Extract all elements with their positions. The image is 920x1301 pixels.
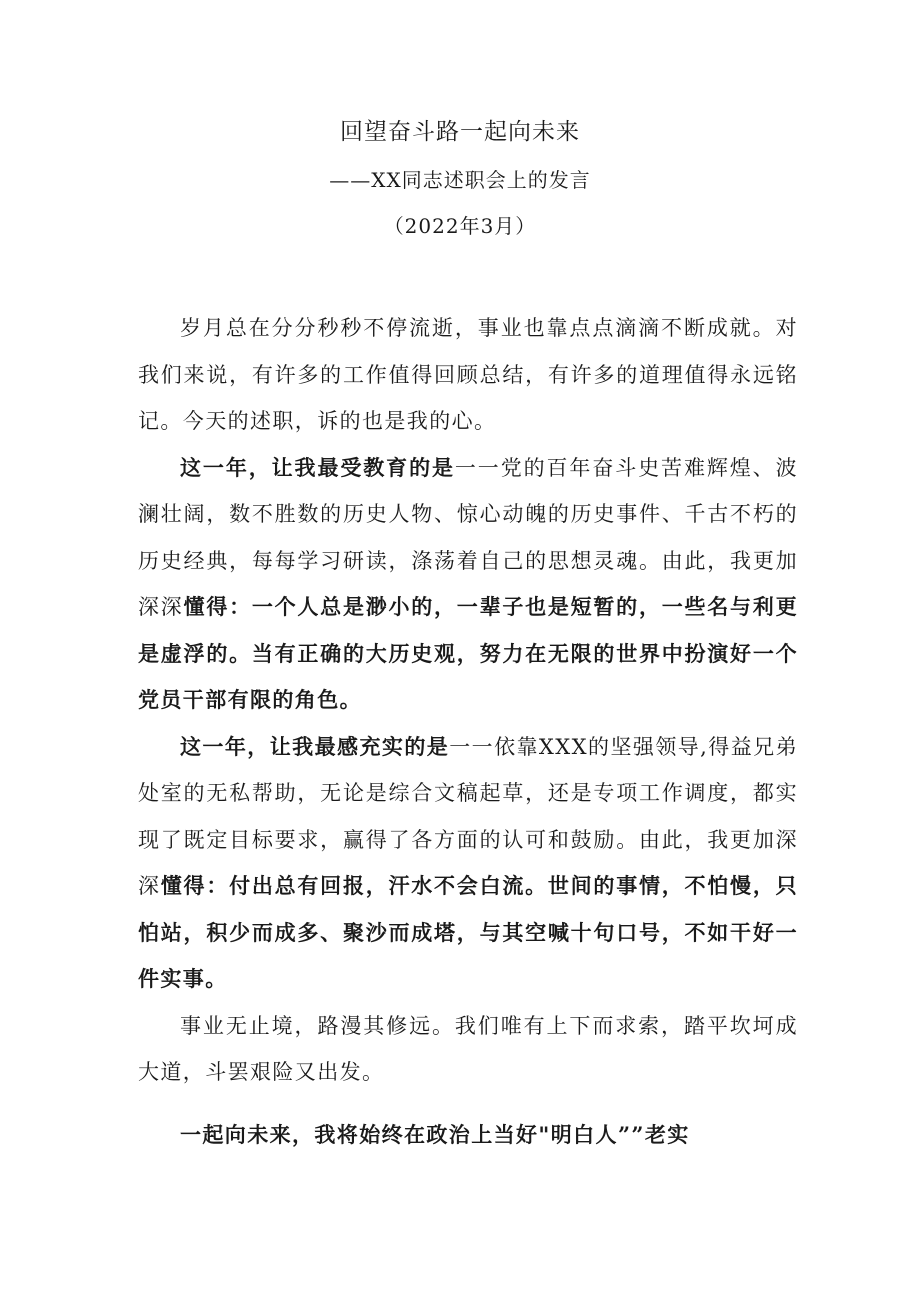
paragraph-education-body: 一一党的百年奋斗史苦难辉煌、波澜壮阔，数不胜数的历史人物、惊心动魄的历史事件、千古不朽的历史经典，每每学习研读，涤荡着自己的思想灵魂。由此，我更加深深 — [138, 455, 798, 619]
paragraph-fulfillment — [138, 724, 798, 1003]
paragraph-education — [138, 445, 798, 724]
paragraph-education-conclusion: 懂得：一个人总是渺小的，一辈子也是短暂的，一些名与利更是虚浮的。当有正确的大历史观，努力在无限的世界中扮演好一个党员干部有限的角色。 — [138, 594, 798, 712]
paragraph-journey-text: 事业无止境，路漫其修远。我们唯有上下而求索，踏平坎坷成大道，斗罢艰险又出发。 — [138, 1013, 798, 1084]
paragraph-fulfillment-lead: 这一年，让我最感充实的是 — [180, 733, 450, 759]
document-subtitle: ——XX同志述职会上的发言 — [329, 168, 591, 192]
paragraph-intro-text: 岁月总在分分秒秒不停流逝，事业也靠点点滴滴不断成就。对我们来说，有许多的工作值得回顾总结，有许多的道理值得永远铭记。今天的述职，诉的也是我的心。 — [138, 316, 798, 433]
paragraph-education-lead: 这一年，让我最受教育的是 — [180, 454, 455, 480]
paragraph-future-text: 一起向未来，我将始终在政治上当好"明白人””老实 — [180, 1121, 690, 1147]
paragraph-fulfillment-conclusion: 懂得：付出总有回报，汗水不会白流。世间的事情，不怕慢，只怕站，积少而成多、聚沙而成塔，与其空喊十句口号，不如干好一件实事。 — [138, 873, 798, 991]
document-title: 回望奋斗路一起向未来 — [340, 119, 580, 145]
document-body — [138, 305, 798, 1158]
paragraph-future — [138, 1112, 798, 1159]
paragraph-intro — [138, 305, 798, 445]
paragraph-fulfillment-body: 一一依靠XXX的坚强领导,得益兄弟处室的无私帮助，无论是综合文稿起草，还是专项工作调度，都实现了既定目标要求，赢得了各方面的认可和鼓励。由此，我更加深深 — [138, 734, 798, 898]
paragraph-journey — [138, 1003, 798, 1096]
document-date: （2022年3月） — [383, 214, 537, 238]
